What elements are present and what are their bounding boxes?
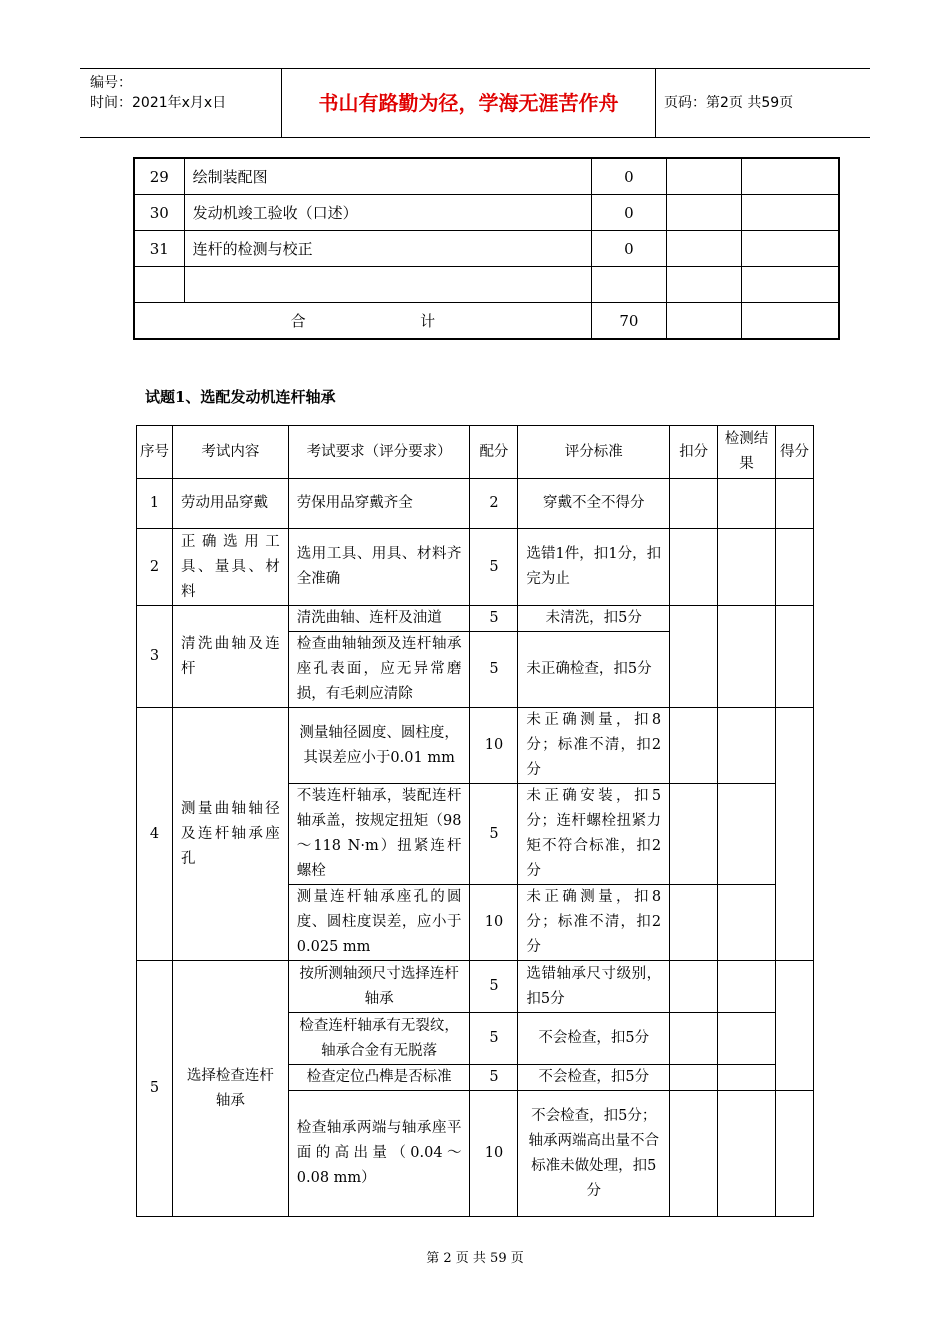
- row-content: 选择检查连杆轴承: [172, 961, 288, 1217]
- empty-cell: [775, 961, 813, 1091]
- empty-cell: [742, 303, 839, 340]
- row-standard: 不会检查，扣5分；轴承两端高出量不合标准未做处理，扣5分: [518, 1091, 670, 1217]
- empty-cell: [670, 606, 718, 708]
- row-content: 清洗曲轴及连杆: [172, 606, 288, 708]
- row-standard: 未清洗，扣5分: [518, 606, 670, 632]
- row-requirement: 测量连杆轴承座孔的圆度、圆柱度误差，应小于0.025 mm: [288, 885, 470, 961]
- row-score: 2: [470, 479, 518, 529]
- page-label: 页码：第2页 共59页: [664, 95, 794, 111]
- summary-table: [133, 157, 840, 340]
- empty-cell: [670, 708, 718, 784]
- row-requirement: 选用工具、用具、材料齐全准确: [288, 529, 470, 606]
- empty-cell: [670, 1013, 718, 1065]
- row-score: 10: [470, 1091, 518, 1217]
- total-label: 合 计: [134, 303, 591, 340]
- empty-cell: [718, 529, 776, 606]
- empty-cell: [718, 708, 776, 784]
- row-standard: 不会检查，扣5分: [518, 1013, 670, 1065]
- header-standard: 评分标准: [518, 426, 670, 479]
- table-row: [137, 961, 814, 1013]
- motto: 书山有路勤为径，学海无涯苦作舟: [282, 69, 656, 137]
- row-number: 2: [137, 529, 173, 606]
- number-label: 编号：: [90, 75, 132, 91]
- table-row: [137, 479, 814, 529]
- row-standard: 未正确检查，扣5分: [518, 632, 670, 708]
- row-standard: 穿戴不全不得分: [518, 479, 670, 529]
- table-row: [137, 606, 814, 632]
- empty-cell: [775, 606, 813, 708]
- header-content: 考试内容: [172, 426, 288, 479]
- header-deduct: 扣分: [670, 426, 718, 479]
- empty-cell: [666, 195, 741, 231]
- total-value: 70: [591, 303, 666, 340]
- total-row: [134, 303, 839, 340]
- empty-cell: [666, 303, 741, 340]
- empty-cell: [718, 961, 776, 1013]
- empty-cell: [742, 195, 839, 231]
- row-requirement: 检查连杆轴承有无裂纹，轴承合金有无脱落: [288, 1013, 470, 1065]
- row-requirement: 按所测轴颈尺寸选择连杆轴承: [288, 961, 470, 1013]
- row-standard: 未正确测量，扣8分；标准不清，扣2分: [518, 885, 670, 961]
- row-number: 30: [134, 195, 184, 231]
- empty-cell: [666, 158, 741, 195]
- table-row: [134, 231, 839, 267]
- empty-cell: [775, 479, 813, 529]
- row-score: 5: [470, 529, 518, 606]
- row-number: 4: [137, 708, 173, 961]
- row-standard: 选错1件，扣1分，扣完为止: [518, 529, 670, 606]
- empty-cell: [775, 708, 813, 961]
- table-row: [134, 195, 839, 231]
- header-result: 检测结果: [718, 426, 776, 479]
- empty-cell: [718, 1091, 776, 1217]
- empty-cell: [670, 784, 718, 885]
- header-left: [80, 69, 282, 137]
- section-title: 试题1、选配发动机连杆轴承: [145, 388, 336, 406]
- row-score: 5: [470, 1013, 518, 1065]
- row-item: 连杆的检测与校正: [184, 231, 591, 267]
- empty-cell: [134, 267, 184, 303]
- empty-cell: [666, 267, 741, 303]
- row-requirement: 检查轴承两端与轴承座平面的高出量（0.04～0.08 mm）: [288, 1091, 470, 1217]
- header-requirement: 考试要求（评分要求）: [288, 426, 470, 479]
- page-header: [80, 68, 870, 138]
- empty-cell: [718, 885, 776, 961]
- header-no: 序号: [137, 426, 173, 479]
- row-score: 5: [470, 606, 518, 632]
- row-score: 10: [470, 885, 518, 961]
- row-number: 29: [134, 158, 184, 195]
- scoring-table: [136, 425, 814, 1217]
- empty-cell: [742, 158, 839, 195]
- table-row: [137, 708, 814, 784]
- empty-cell: [591, 267, 666, 303]
- row-content: 正确选用工具、量具、材料: [172, 529, 288, 606]
- row-score: 5: [470, 784, 518, 885]
- row-requirement: 劳保用品穿戴齐全: [288, 479, 470, 529]
- row-requirement: 检查曲轴轴颈及连杆轴承座孔表面，应无异常磨损，有毛刺应清除: [288, 632, 470, 708]
- empty-cell: [670, 885, 718, 961]
- row-score: 10: [470, 708, 518, 784]
- row-requirement: 测量轴径圆度、圆柱度，其误差应小于0.01 mm: [288, 708, 470, 784]
- row-content: 测量曲轴轴径及连杆轴承座孔: [172, 708, 288, 961]
- empty-cell: [718, 784, 776, 885]
- empty-cell: [718, 606, 776, 708]
- empty-cell: [742, 267, 839, 303]
- row-score: 0: [591, 231, 666, 267]
- empty-cell: [670, 529, 718, 606]
- empty-cell: [184, 267, 591, 303]
- table-row: [134, 158, 839, 195]
- header-score: 配分: [470, 426, 518, 479]
- row-number: 5: [137, 961, 173, 1217]
- empty-cell: [775, 1091, 813, 1217]
- row-number: 31: [134, 231, 184, 267]
- empty-cell: [775, 529, 813, 606]
- row-item: 发动机竣工验收（口述）: [184, 195, 591, 231]
- table-row: [137, 529, 814, 606]
- page-footer: 第 2 页 共 59 页: [426, 1251, 524, 1266]
- row-standard: 选错轴承尺寸级别，扣5分: [518, 961, 670, 1013]
- empty-cell: [670, 961, 718, 1013]
- row-content: 劳动用品穿戴: [172, 479, 288, 529]
- table-row: [134, 267, 839, 303]
- row-requirement: 检查定位凸榫是否标准: [288, 1065, 470, 1091]
- row-item: 绘制装配图: [184, 158, 591, 195]
- row-requirement: 清洗曲轴、连杆及油道: [288, 606, 470, 632]
- row-score: 5: [470, 961, 518, 1013]
- row-requirement: 不装连杆轴承，装配连杆轴承盖，按规定扭矩（98～118 N·m）扭紧连杆螺栓: [288, 784, 470, 885]
- empty-cell: [670, 1091, 718, 1217]
- empty-cell: [670, 479, 718, 529]
- row-standard: 未正确安装，扣5分；连杆螺栓扭紧力矩不符合标准，扣2分: [518, 784, 670, 885]
- empty-cell: [718, 479, 776, 529]
- time-label: 时间：2021年x月x日: [90, 95, 227, 111]
- row-standard: 未正确测量，扣8分；标准不清，扣2分: [518, 708, 670, 784]
- row-score: 5: [470, 1065, 518, 1091]
- empty-cell: [666, 231, 741, 267]
- header-get: 得分: [775, 426, 813, 479]
- row-number: 1: [137, 479, 173, 529]
- empty-cell: [718, 1065, 776, 1091]
- row-number: 3: [137, 606, 173, 708]
- row-score: 0: [591, 195, 666, 231]
- empty-cell: [718, 1013, 776, 1065]
- row-score: 0: [591, 158, 666, 195]
- row-score: 5: [470, 632, 518, 708]
- row-standard: 不会检查，扣5分: [518, 1065, 670, 1091]
- empty-cell: [742, 231, 839, 267]
- header-row: [137, 426, 814, 479]
- empty-cell: [670, 1065, 718, 1091]
